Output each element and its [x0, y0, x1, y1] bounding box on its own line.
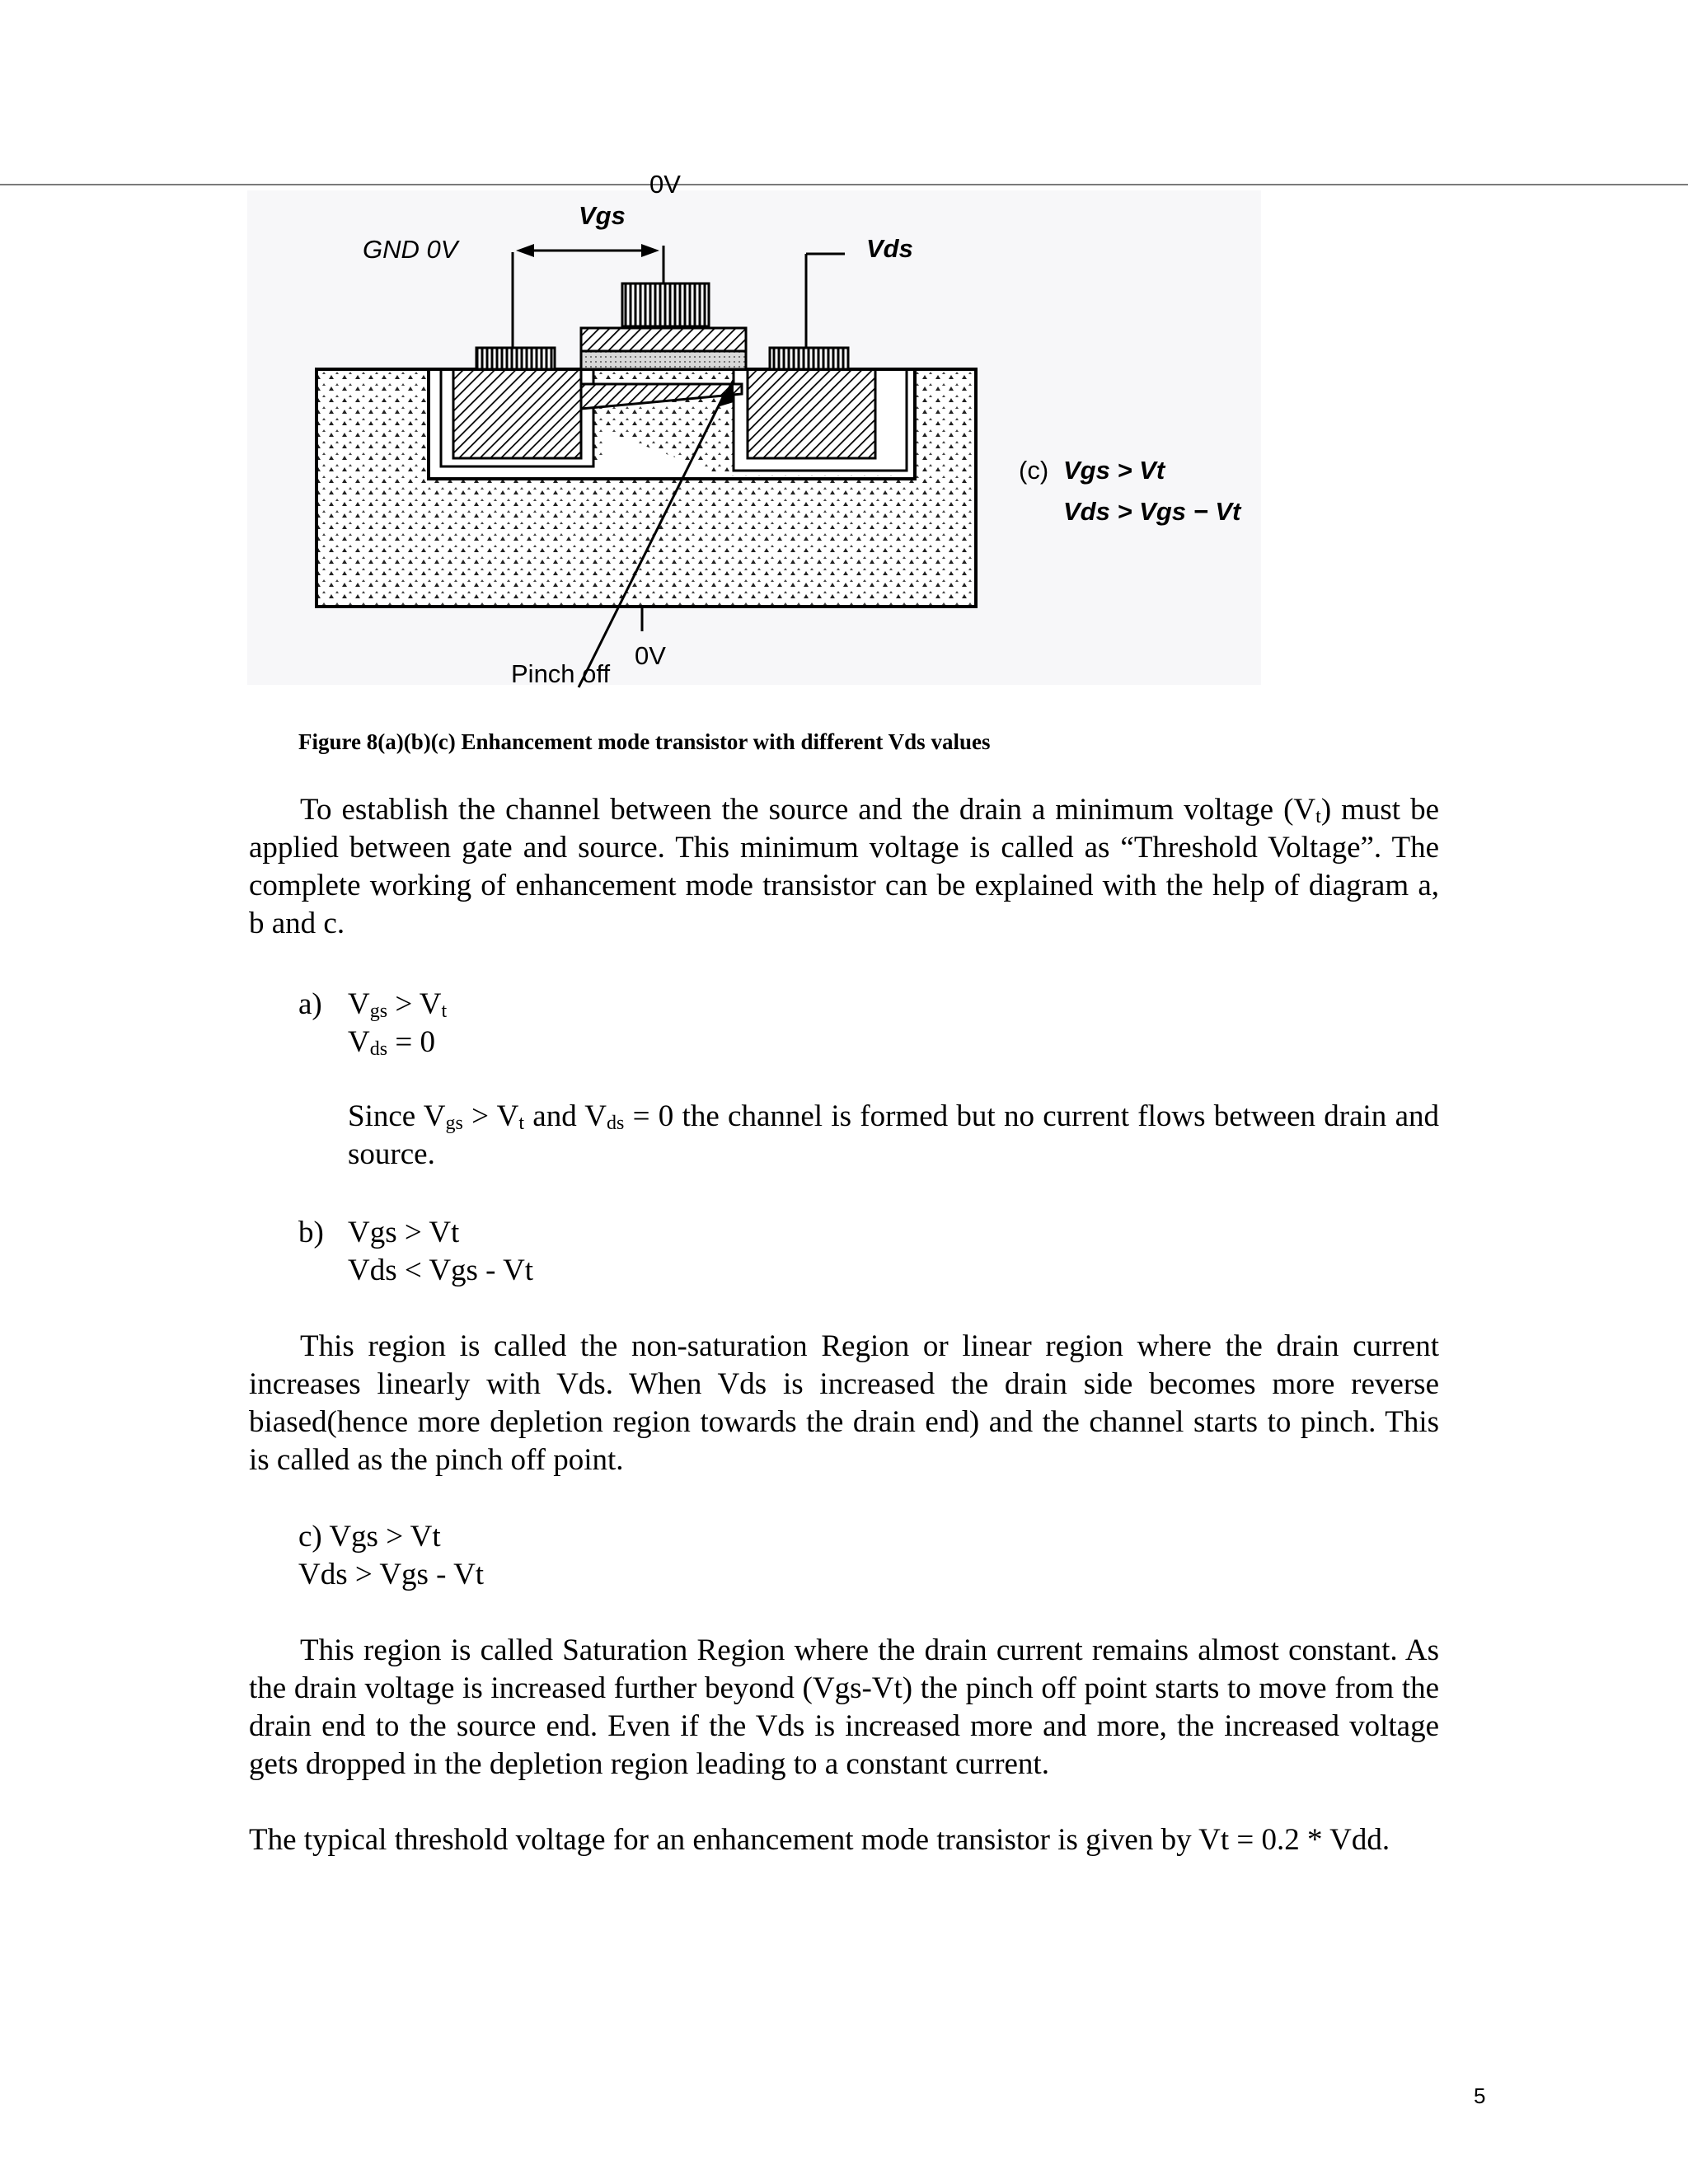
paragraph-saturation: This region is called Saturation Region where the drain current remains almost constant. As the drain voltage is increased further beyond (Vgs-Vt) the pinch off point starts to move from the drain end to the source end. Even if the Vds is increased more and more, the increased voltage gets dropped in the depletion region leading to a constant current. — [249, 1633, 1439, 1781]
since-t2: > V — [462, 1099, 519, 1133]
transistor-figure — [247, 170, 1265, 705]
figure-caption: Figure 8(a)(b)(c) Enhancement mode transistor with different Vds values — [298, 729, 991, 754]
label-top-0v: 0V — [649, 170, 681, 199]
paragraph-since — [348, 1098, 1439, 1174]
p1-post: ) must be applied between gate and source. This minimum voltage is called as “Threshold Voltage”. The complete working of enhancement mode transistor can be explained with the help of diagram a, b and c. — [249, 793, 1440, 940]
item-b-line1: Vgs > Vt — [348, 1216, 460, 1249]
item-c-line1: c) Vgs > Vt — [298, 1520, 441, 1554]
item-c-line2: Vds > Vgs - Vt — [298, 1558, 485, 1591]
header-rule — [0, 184, 1688, 185]
label-pinch-off: Pinch off — [511, 659, 611, 688]
since-t3: and V — [524, 1099, 607, 1133]
item-a-line1-v: V — [348, 987, 370, 1021]
item-a-line2-sub: ds — [369, 1038, 388, 1060]
p1-pre: To establish the channel between the source and the drain a minimum voltage (V — [300, 793, 1316, 827]
label-condition-2: Vds > Vgs − Vt — [1063, 497, 1241, 526]
item-a-line2-v: V — [348, 1025, 370, 1059]
since-s2: t — [518, 1113, 525, 1134]
label-bottom-0v: 0V — [635, 641, 666, 670]
item-b-line2: Vds < Vgs - Vt — [348, 1254, 534, 1287]
page-number: 5 — [1474, 2083, 1486, 2108]
item-a-line1-mid: > V — [387, 987, 442, 1021]
since-t1: Since V — [348, 1099, 446, 1133]
label-vgs: Vgs — [579, 201, 626, 230]
since-s3: ds — [607, 1113, 625, 1134]
p1-sub: t — [1315, 806, 1321, 827]
label-gnd: GND 0V — [363, 235, 458, 264]
item-a-line1-sub2: t — [441, 1001, 448, 1022]
item-a-line1 — [348, 986, 447, 1024]
label-vds: Vds — [866, 234, 913, 263]
label-condition-1: Vgs > Vt — [1063, 456, 1165, 485]
label-condition-c: (c) — [1019, 456, 1049, 485]
since-s1: gs — [445, 1113, 463, 1134]
item-a-line1-sub1: gs — [369, 1001, 388, 1022]
paragraph-typical-threshold: The typical threshold voltage for an enhancement mode transistor is given by Vt = 0.2 * Vdd. — [249, 1823, 1390, 1857]
paragraph-non-saturation: This region is called the non-saturation Region or linear region where the drain current increases linearly with Vds. When Vds is increased the drain side becomes more reverse biased(hence more depletion region towards the drain end) and the channel starts to pinch. This is called as the pinch off point. — [249, 1329, 1439, 1477]
item-a-label: a) — [298, 987, 322, 1021]
item-a-line2-rest: = 0 — [387, 1025, 435, 1059]
paragraph-threshold — [249, 791, 1439, 943]
item-b-label: b) — [298, 1216, 324, 1249]
since-t4: = 0 the channel is formed but no current flows between drain and source. — [348, 1099, 1439, 1171]
item-a-line2 — [348, 1024, 435, 1062]
